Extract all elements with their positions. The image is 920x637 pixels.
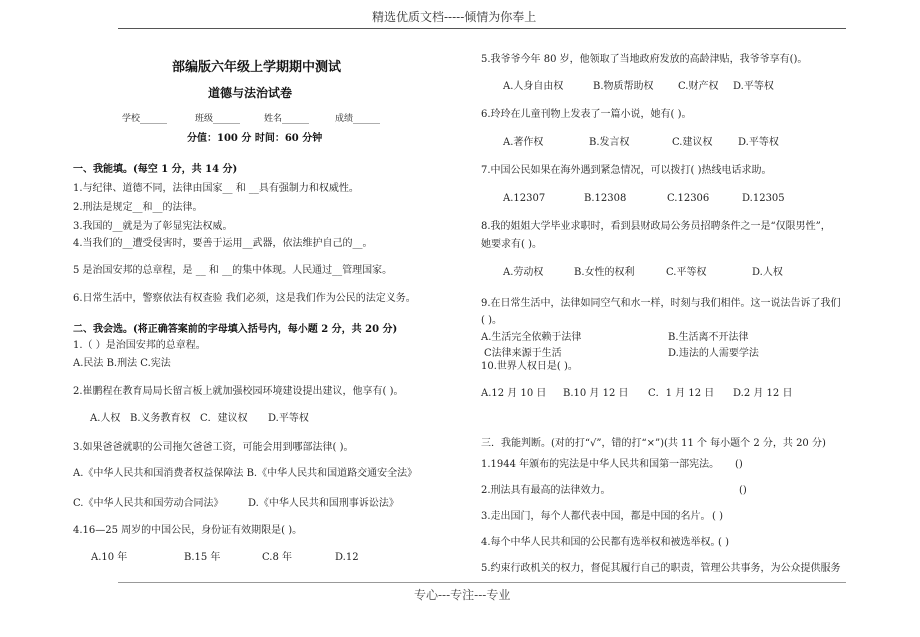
section3-heading: 三．我能判断。(对的打“√”，错的打“×”)(共 11 个 每小题个 2 分，共 20 分) (481, 438, 826, 449)
r-q8-option-a: A.劳动权 (503, 267, 544, 278)
s2-q4-option-c: C.8 年 (262, 552, 293, 563)
s1-q5: 5 是治国安邦的总章程，是 __ 和 __的集中体现。人民通过__管理国家。 (73, 265, 393, 276)
r-q6-option-a: A.著作权 (503, 137, 544, 148)
r-q10-option-a: A.12 月 10 日 (481, 388, 547, 399)
judge-4: 4.每个中华人民共和国的公民都有选举权和被选举权。 (481, 537, 721, 548)
r-q9-option-d: D.违法的人需要学法 (668, 348, 759, 359)
s1-q4: 4.当我们的__遭受侵害时，要善于运用__武器，依法维护自己的__。 (73, 238, 373, 249)
r-q9-line2: ( )。 (481, 315, 502, 326)
r-q8-option-d: D.人权 (752, 267, 783, 278)
r-q6-option-c: C.建议权 (672, 137, 713, 148)
judge-3: 3.走出国门，每个人都代表中国，都是中国的名片。 (481, 511, 711, 522)
r-q10: 10.世界人权日是( )。 (481, 361, 578, 372)
r-q8-option-c: C.平等权 (666, 267, 707, 278)
r-q10-option-d: D.2 月 12 日 (733, 388, 793, 399)
info-school: 学校______ (122, 114, 168, 124)
header-rule (118, 28, 846, 29)
s1-q2: 2.刑法是规定__和__的法律。 (73, 202, 203, 213)
s2-q3: 3.如果爸爸就职的公司拖欠爸爸工资，可能会用到哪部法律( )。 (73, 442, 354, 453)
r-q5-option-c: C.财产权 (678, 81, 719, 92)
s2-q3-option-c: C.《中华人民共和国劳动合同法》 (73, 498, 224, 509)
info-class: 班级______ (195, 114, 241, 124)
r-q9-line1: 9.在日常生活中，法律如同空气和水一样，时刻与我们相伴。这一说法告诉了我们 (481, 298, 841, 309)
judge-1: 1.1944 年颁布的宪法是中华人民共和国第一部宪法。 (481, 459, 720, 470)
s2-q2: 2.崔鹏程在教育局局长留言板上就加强校园环境建设提出建议，他享有( )。 (73, 386, 404, 397)
r-q9-option-c: C法律来源于生活 (484, 348, 562, 359)
judge-4-paren: ( ) (718, 537, 729, 548)
judge-2-paren: () (739, 485, 747, 496)
r-q6-option-d: D.平等权 (738, 137, 779, 148)
exam-subtitle: 道德与法治试卷 (208, 86, 293, 100)
r-q6-option-b: B.发言权 (589, 137, 630, 148)
page-footer: 专心---专注---专业 (414, 588, 511, 602)
section1-heading: 一、我能填。(每空 1 分，共 14 分) (73, 164, 238, 175)
r-q7-option-d: D.12305 (742, 193, 785, 204)
r-q5-option-d: D.平等权 (733, 81, 774, 92)
judge-1-paren: () (735, 459, 743, 470)
r-q7-option-c: C.12306 (667, 193, 710, 204)
s2-q4-option-d: D.12 (335, 552, 359, 563)
s1-q6: 6.日常生活中，警察依法有权查验 我们必须，这是我们作为公民的法定义务。 (73, 293, 416, 304)
r-q7-option-a: A.12307 (503, 193, 546, 204)
r-q8-option-b: B.女性的权利 (574, 267, 635, 278)
r-q10-option-c: C．1 月 12 日 (648, 388, 715, 399)
r-q8-line2: 她要求有( )。 (481, 239, 542, 250)
s2-q4: 4.16—25 周岁的中国公民，身份证有效期限是( )。 (73, 525, 303, 536)
s2-q2-option-d: D.平等权 (268, 413, 309, 424)
judge-2: 2.刑法具有最高的法律效力。 (481, 485, 611, 496)
r-q5: 5.我爷爷今年 80 岁，他领取了当地政府发放的高龄津贴，我爷爷享有()。 (481, 54, 808, 65)
page-header: 精选优质文档-----倾情为你奉上 (372, 10, 537, 24)
s2-q2-option-b: B.义务教育权 (130, 413, 191, 424)
r-q7: 7.中国公民如果在海外遇到紧急情况，可以拨打( )热线电话求助。 (481, 165, 772, 176)
s2-q4-option-b: B.15 年 (184, 552, 221, 563)
exam-title: 部编版六年级上学期期中测试 (172, 60, 342, 75)
s2-q1-options: A.民法 B.刑法 C.宪法 (73, 358, 171, 369)
info-score: 成绩______ (335, 114, 381, 124)
r-q10-option-b: B.10 月 12 日 (563, 388, 629, 399)
info-name: 姓名______ (264, 114, 310, 124)
r-q9-option-a: A.生活完全依赖于法律 (481, 332, 582, 343)
s2-q4-option-a: A.10 年 (91, 552, 128, 563)
s2-q3-options-ab: A.《中华人民共和国消费者权益保障法 B.《中华人民共和国道路交通安全法》 (73, 468, 418, 479)
r-q9-option-b: B.生活离不开法律 (668, 332, 749, 343)
r-q7-option-b: B.12308 (584, 193, 627, 204)
s1-q1: 1.与纪律、道德不同，法律由国家__ 和 __具有强制力和权威性。 (73, 183, 359, 194)
s2-q2-option-c: C．建议权 (200, 413, 248, 424)
section2-heading: 二、我会选。(将正确答案前的字母填入括号内，每小题 2 分，共 20 分) (73, 324, 398, 335)
judge-5: 5.约束行政机关的权力，督促其履行自己的职责，管理公共事务，为公众提供服务 (481, 563, 841, 574)
s2-q2-option-a: A.人权 (90, 413, 121, 424)
r-q5-option-b: B.物质帮助权 (593, 81, 654, 92)
footer-rule (118, 582, 846, 583)
r-q8-line1: 8.我的姐姐大学毕业求职时，看到县财政局公务员招聘条件之一是“仅限男性”， (481, 221, 831, 232)
s2-q1: 1.（ ）是治国安邦的总章程。 (73, 340, 206, 351)
s2-q3-option-d: D.《中华人民共和国刑事诉讼法》 (248, 498, 399, 509)
exam-meta: 分值：100 分 时间：60 分钟 (187, 133, 323, 144)
r-q6: 6.玲玲在儿童刊物上发表了一篇小说，她有( )。 (481, 109, 692, 120)
s1-q3: 3.我国的__就是为了彰显宪法权威。 (73, 221, 233, 232)
judge-3-paren: ( ) (712, 511, 723, 522)
r-q5-option-a: A.人身自由权 (503, 81, 564, 92)
